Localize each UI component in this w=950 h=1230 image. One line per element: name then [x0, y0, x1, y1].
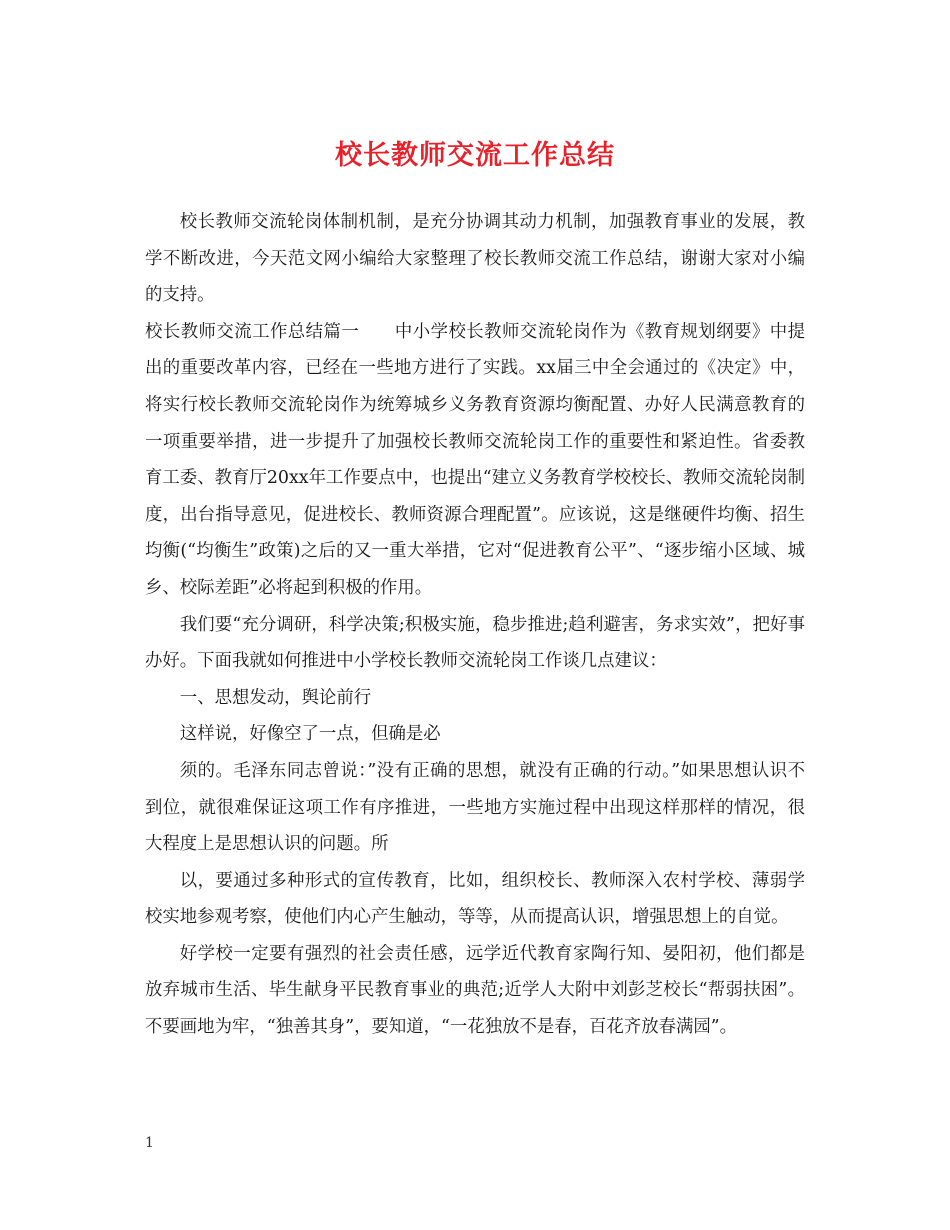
paragraph-mao-quote: 须的。毛泽东同志曾说：”没有正确的思想，就没有正确的行动。”如果思想认识不到位，就很难保证这项工作有序推进，一些地方实施过程中出现这样那样的情况，很大程度上是思想认识的问题。所 [145, 760, 805, 855]
document-title: 校长教师交流工作总结 [335, 140, 615, 171]
paragraph-publicity: 以，要通过多种形式的宣传教育，比如，组织校长、教师深入农村学校、薄弱学校实地参观考察，使他们内心产生触动，等等，从而提高认识，增强思想上的自觉。 [145, 870, 805, 928]
document-body [145, 204, 805, 1046]
paragraph-intro: 校长教师交流轮岗体制机制，是充分协调其动力机制，加强教育事业的发展，教学不断改进，今天范文网小编给大家整理了校长教师交流工作总结，谢谢大家对小编的支持。 [145, 212, 805, 306]
paragraph-principles: 我们要“充分调研，科学决策;积极实施，稳步推进;趋利避害，务求实效”，把好事办好。下面我就如何推进中小学校长教师交流轮岗工作谈几点建议： [145, 614, 805, 672]
paragraph-short-line: 这样说，好像空了一点，但确是必 [179, 724, 441, 745]
heading-point-one: 一、思想发动，舆论前行 [179, 687, 372, 708]
paragraph-responsibility: 好学校一定要有强烈的社会责任感，远学近代教育家陶行知、晏阳初，他们都是放弃城市生活、毕生献身平民教育事业的典范;近学人大附中刘彭芝校长“帮弱扶困”。不要画地为牢，“独善其身”，要知道，“一花独放不是春，百花齐放春满园”。 [145, 943, 805, 1038]
page-number: 1 [145, 1135, 154, 1151]
paragraph-section-one: 校长教师交流工作总结篇一 中小学校长教师交流轮岗作为《教育规划纲要》中提出的重要改革内容，已经在一些地方进行了实践。xx届三中全会通过的《决定》中，将实行校长教师交流轮岗作为统筹城乡义务教育资源均衡配置、办好人民满意教育的一项重要举措，进一步提升了加强校长教师交流轮岗工作的重要性和紧迫性。省委教育工委、教育厅20xx年工作要点中，也提出“建立义务教育学校校长、教师交流轮岗制度，出台指导意见，促进校长、教师资源合理配置”。应该说，这是继硬件均衡、招生均衡(“均衡生”政策)之后的又一重大举措，它对“促进教育公平”、“逐步缩小区域、城乡、校际差距”必将起到积极的作用。 [145, 321, 805, 598]
